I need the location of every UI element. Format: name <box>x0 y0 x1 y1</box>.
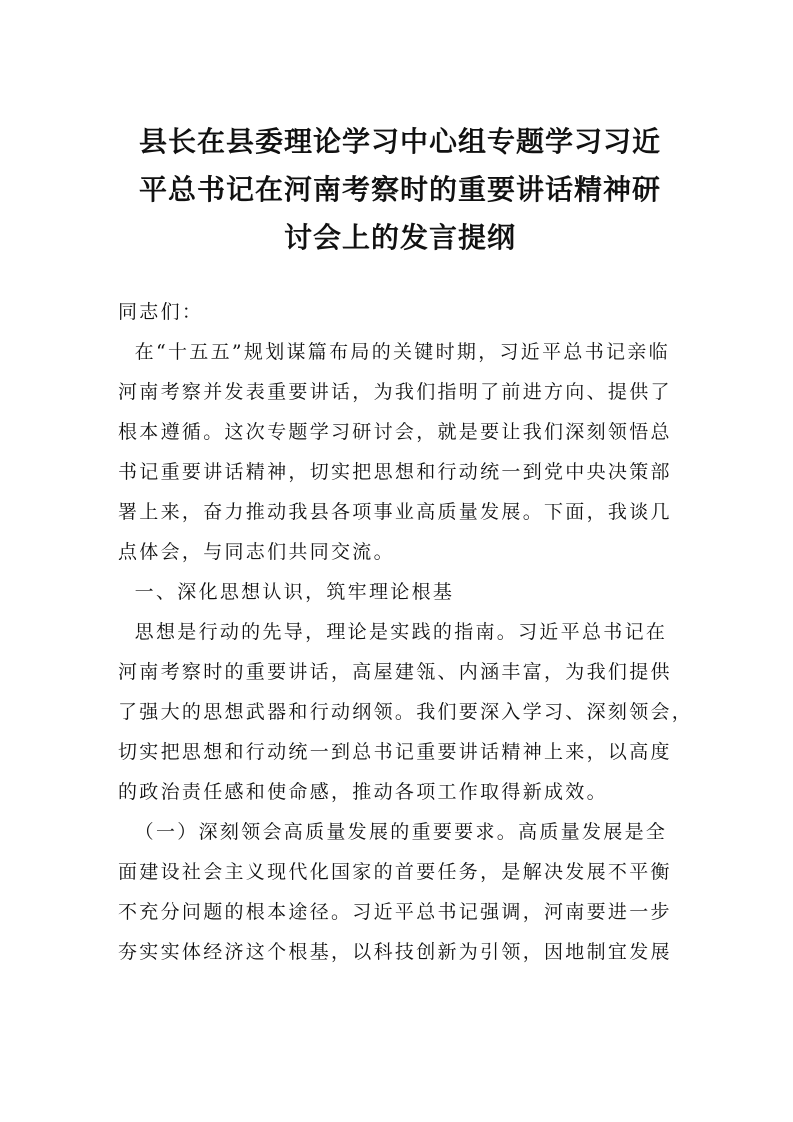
document-title <box>120 118 680 262</box>
body-line: 的政治责任感和使命感，推动各项工作取得新成效。 <box>118 781 608 803</box>
body-line: 思想是行动的先导，理论是实践的指南。习近平总书记在 <box>118 621 668 643</box>
body-line: 河南考察并发表重要讲话，为我们指明了前进方向、提供了 <box>118 381 672 403</box>
body-line: 点体会，与同志们共同交流。 <box>118 541 395 563</box>
body-line: 根本遵循。这次专题学习研讨会，就是要让我们深刻领悟总 <box>118 421 672 443</box>
section-heading: 一、深化思想认识，筑牢理论根基 <box>118 581 455 603</box>
body-line: 书记重要讲话精神，切实把思想和行动统一到党中央决策部 <box>118 461 672 483</box>
subsection-line: （一）深刻领会高质量发展的重要要求。高质量发展是全 <box>118 821 668 843</box>
body-line: 面建设社会主义现代化国家的首要任务，是解决发展不平衡 <box>118 861 672 883</box>
title-line: 平总书记在河南考察时的重要讲话精神研 <box>138 173 661 206</box>
body-line: 夯实实体经济这个根基，以科技创新为引领，因地制宜发展 <box>118 941 672 963</box>
body-line: 河南考察时的重要讲话，高屋建瓴、内涵丰富，为我们提供 <box>118 661 672 683</box>
body-line: 了强大的思想武器和行动纲领。我们要深入学习、深刻领会， <box>118 701 694 723</box>
body-line: 不充分问题的根本途径。习近平总书记强调，河南要进一步 <box>118 901 672 923</box>
title-line: 县长在县委理论学习中心组专题学习习近 <box>138 125 661 158</box>
body-line: 在“十五五”规划谋篇布局的关键时期，习近平总书记亲临 <box>118 341 670 363</box>
salutation: 同志们： <box>118 301 204 323</box>
body-line: 署上来，奋力推动我县各项事业高质量发展。下面，我谈几 <box>118 501 672 523</box>
title-line: 讨会上的发言提纲 <box>283 221 516 254</box>
document-body <box>118 292 694 972</box>
body-line: 切实把思想和行动统一到总书记重要讲话精神上来，以高度 <box>118 741 672 763</box>
